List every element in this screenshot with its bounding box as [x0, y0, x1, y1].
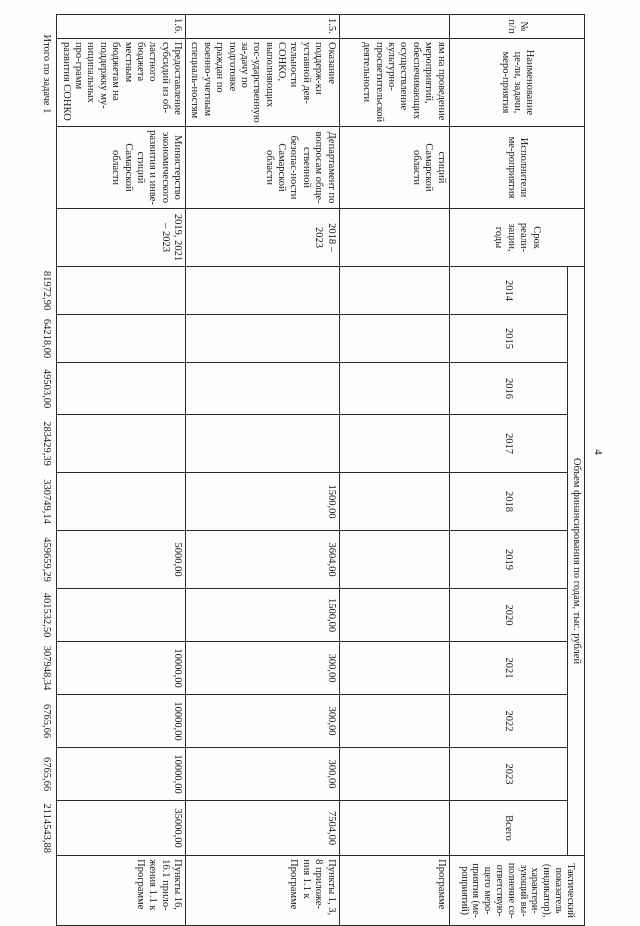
row-value — [186, 315, 340, 363]
totals-value: 459659,29 — [41, 537, 53, 582]
row-name: Оказание поддерж-ки уставной дея-тельности СОНКО, выполняющих гос-ударственную за-дачу по подготовке граждан по военно-учетным специаль-ностям — [186, 39, 340, 127]
header-total: Всего — [449, 801, 567, 856]
row-value — [339, 415, 449, 473]
totals-value: 6765,66 — [41, 756, 53, 792]
row-value: 1500,00 — [186, 473, 340, 531]
row-value: 300,00 — [186, 748, 340, 801]
row-value — [339, 589, 449, 642]
totals-value: 307948,34 — [41, 645, 53, 691]
row-name: ям на проведение мероприятий, обеспечивающих осуществление культурно-просветительской деятельности — [339, 39, 449, 127]
row-value: 3604,00 — [186, 531, 340, 589]
row-term: 2018 – 2023 — [186, 209, 340, 267]
row-value — [339, 363, 449, 415]
row-value: 1500,00 — [186, 589, 340, 642]
funding-table — [38, 14, 585, 926]
header-executor: Исполнители ме-роприятия — [449, 127, 584, 209]
header-year: 2022 — [449, 695, 567, 748]
row-indicator: Программе — [339, 856, 449, 926]
header-year: 2017 — [449, 415, 567, 473]
header-year: 2014 — [449, 267, 567, 315]
row-value — [57, 267, 186, 315]
row-value — [339, 531, 449, 589]
row-value — [339, 642, 449, 695]
row-value — [339, 315, 449, 363]
row-total — [339, 801, 449, 856]
header-num: № п/п — [449, 15, 584, 39]
row-indicator: Пункты 1, 3, 8 приложе-ния 1.1 к Программе — [186, 856, 340, 926]
row-value — [57, 473, 186, 531]
totals-value: 64218,00 — [41, 318, 53, 359]
row-value — [339, 748, 449, 801]
page-number: 4 — [591, 449, 604, 455]
row-value: 10000,00 — [57, 748, 186, 801]
header-name: Наименование це-ли, задачи, меро-приятия — [449, 39, 584, 127]
table-row — [339, 15, 449, 926]
row-term — [339, 209, 449, 267]
header-row — [567, 15, 584, 926]
header-year: 2020 — [449, 589, 567, 642]
totals-value: 81972,90 — [41, 270, 53, 311]
row-value — [186, 267, 340, 315]
row-value — [57, 589, 186, 642]
row-value — [57, 315, 186, 363]
totals-value: 401532,50 — [41, 592, 53, 638]
row-term: 2019, 2021 – 2023 — [57, 209, 186, 267]
header-year: 2015 — [449, 315, 567, 363]
row-value: 10000,00 — [57, 695, 186, 748]
row-name: Предоставление субсидий из об-ластного бюджета местным бюджетам на поддержку му-ниципальных про-грамм развития СОНКО — [57, 39, 186, 127]
row-value: 5000,00 — [57, 531, 186, 589]
table-row — [57, 15, 186, 926]
row-value — [57, 363, 186, 415]
header-term: Срок реали-зации, годы — [449, 209, 584, 267]
header-year: 2019 — [449, 531, 567, 589]
totals-label: Итого по задаче 1 — [41, 34, 53, 114]
totals-blank — [38, 856, 57, 926]
row-indicator: Пункты 16, 16.1 прило-жения 1.1 к Программе — [57, 856, 186, 926]
header-year: 2023 — [449, 748, 567, 801]
row-value — [186, 363, 340, 415]
row-executor: Министерство экономического развития и инве-стиций Самарской области — [57, 127, 186, 209]
row-value: 300,00 — [186, 695, 340, 748]
totals-value: 49503,00 — [41, 368, 53, 409]
header-year: 2016 — [449, 363, 567, 415]
row-executor: Департамент по вопросам обще-ственной безопас-ности Самарской области — [186, 127, 340, 209]
row-value — [57, 415, 186, 473]
row-value — [186, 415, 340, 473]
rotated-page — [41, 14, 585, 919]
row-executor: стиций Самарской области — [339, 127, 449, 209]
totals-total: 2114543,88 — [41, 803, 53, 853]
totals-value: 283429,39 — [41, 421, 53, 466]
totals-value: 6765,66 — [41, 703, 53, 739]
row-total: 35000,00 — [57, 801, 186, 856]
row-value: 300,00 — [186, 642, 340, 695]
row-value — [339, 695, 449, 748]
row-num: 1.5. — [186, 15, 340, 39]
row-num — [339, 15, 449, 39]
row-value — [339, 473, 449, 531]
table-row — [186, 15, 340, 926]
header-funding: Объем финансирования по годам, тыс. рублей — [567, 267, 584, 856]
header-year: 2018 — [449, 473, 567, 531]
header-indicator: Тактический показатель (индикатор), характери-зующий вы-полнение со-ответствую-щего меро-приятия (ме-роприятий) — [449, 856, 584, 926]
row-value — [339, 267, 449, 315]
row-value: 10000,00 — [57, 642, 186, 695]
header-year: 2021 — [449, 642, 567, 695]
totals-value: 330749,14 — [41, 479, 53, 524]
totals-row — [38, 15, 57, 926]
row-total: 7504,00 — [186, 801, 340, 856]
row-num: 1.6. — [57, 15, 186, 39]
